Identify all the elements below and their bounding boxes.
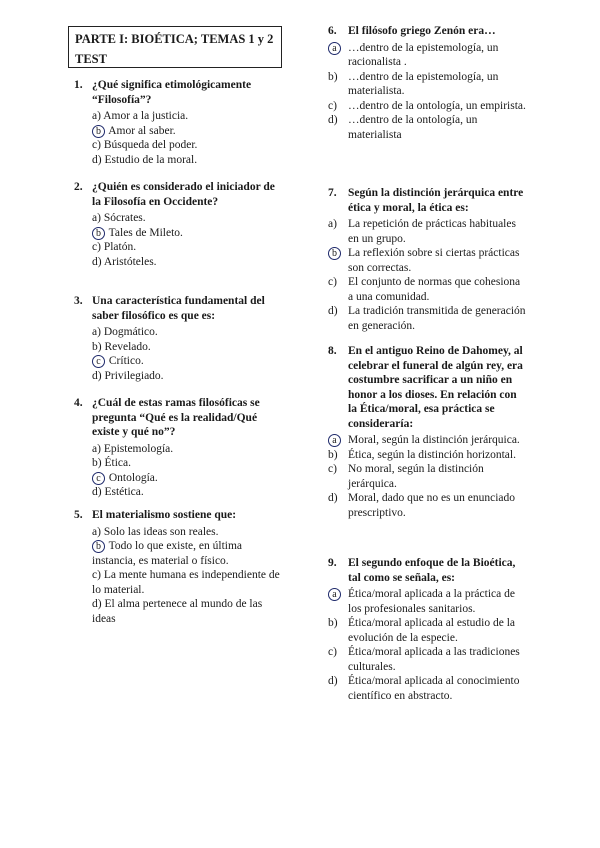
answer-option-b	[328, 70, 528, 99]
answer-text: Ética.	[104, 457, 131, 469]
answer-option-c	[328, 462, 528, 491]
answer-option-d	[92, 597, 282, 626]
question-text: El filósofo griego Zenón era…	[348, 25, 496, 37]
answer-letter: c)	[92, 569, 101, 581]
answer-option-c	[92, 240, 282, 255]
question-number: 9.	[328, 557, 337, 569]
answer-option-b	[328, 246, 528, 275]
circled-answer-letter: b	[328, 247, 341, 260]
question-9	[328, 556, 528, 703]
answer-text: Ética/moral aplicada a la práctica de los profesionales sanitarios.	[348, 588, 515, 615]
circled-answer-letter: b	[92, 125, 105, 138]
question-number: 4.	[74, 397, 83, 409]
answer-text: La repetición de prácticas habituales en un grupo.	[348, 218, 516, 245]
answer-text: Amor al saber.	[108, 124, 176, 137]
answer-text: …dentro de la ontología, un empirista.	[348, 99, 526, 112]
answer-text: …dentro de la epistemología, un racionalista .	[348, 41, 499, 68]
answer-letter: a)	[92, 326, 101, 338]
question-2	[74, 180, 282, 269]
answer-letter: b)	[328, 617, 338, 629]
circled-answer-letter: b	[92, 540, 105, 553]
answer-letter: c)	[328, 276, 337, 288]
answer-text: Moral, dado que no es un enunciado prescriptivo.	[348, 492, 516, 519]
question-number: 8.	[328, 345, 337, 357]
answer-text: …dentro de la ontología, un materialista	[348, 114, 478, 141]
answer-text: Tales de Mileto.	[108, 226, 183, 239]
answer-option-b	[328, 616, 528, 645]
answer-text: Solo las ideas son reales.	[103, 525, 219, 538]
answer-letter: c)	[328, 99, 337, 112]
answer-option-c	[92, 568, 282, 597]
question-text: El materialismo sostiene que:	[92, 509, 237, 521]
question-number: 7.	[328, 187, 337, 199]
answer-text: Aristóteles.	[103, 255, 157, 268]
answer-option-a	[328, 587, 528, 616]
answer-text: Revelado.	[104, 340, 151, 353]
answer-option-a	[328, 41, 528, 70]
answer-option-d	[328, 674, 528, 703]
answer-letter: b)	[92, 457, 102, 469]
question-6	[328, 24, 528, 142]
answer-option-b	[92, 456, 282, 471]
answer-text: …dentro de la epistemología, un materialista.	[348, 70, 499, 97]
answer-text: Moral, según la distinción jerárquica.	[348, 434, 520, 446]
question-number: 1.	[74, 79, 83, 91]
answer-option-a	[92, 442, 282, 457]
answer-option-d	[92, 485, 282, 500]
answer-letter: d)	[328, 492, 338, 504]
answer-option-b	[92, 226, 282, 241]
circled-answer-letter: c	[92, 355, 105, 368]
answer-option-d	[328, 304, 528, 333]
question-number: 3.	[74, 295, 83, 307]
answer-option-d	[92, 255, 282, 270]
question-3	[74, 294, 282, 383]
question-7	[328, 186, 528, 333]
question-number: 5.	[74, 509, 83, 521]
header-subtitle: TEST	[75, 52, 107, 66]
answer-letter: d)	[328, 675, 338, 687]
answer-option-d	[328, 491, 528, 520]
answer-option-c	[328, 645, 528, 674]
answer-letter: b)	[328, 70, 338, 83]
answer-text: El alma pertenece al mundo de las ideas	[92, 598, 263, 625]
test-header	[68, 26, 282, 68]
answer-letter: d)	[328, 305, 338, 317]
question-text: ¿Qué significa etimológicamente “Filosofía”?	[92, 79, 252, 106]
answer-letter: a)	[92, 110, 101, 122]
answer-letter: a)	[92, 525, 101, 538]
answer-letter: c)	[92, 139, 101, 151]
answer-text: Ontología.	[108, 471, 158, 484]
answer-option-a	[92, 211, 282, 226]
answer-text: Epistemología.	[103, 442, 174, 455]
question-text: En el antiguo Reino de Dahomey, al celebrar el funeral de algún rey, era costumbre sacrificar a un niño en honor a los dioses. En relación con la Ética/moral, esa práctica se consideraría:	[348, 345, 523, 430]
answer-option-c	[92, 471, 282, 486]
answer-letter: d)	[92, 369, 102, 382]
answer-text: No moral, según la distinción jerárquica.	[348, 463, 484, 490]
answer-letter: b)	[92, 340, 102, 353]
answer-text: Amor a la justicia.	[103, 110, 189, 122]
question-1	[74, 78, 282, 167]
answer-option-a	[328, 433, 528, 448]
answer-text: Ética/moral aplicada al estudio de la evolución de la especie.	[348, 617, 515, 644]
answer-text: Platón.	[103, 241, 137, 253]
answer-option-d	[92, 153, 282, 168]
question-number: 6.	[328, 25, 337, 37]
answer-text: La reflexión sobre si ciertas prácticas son correctas.	[348, 247, 520, 274]
answer-option-c	[92, 354, 282, 369]
answer-option-b	[92, 340, 282, 355]
answer-option-d	[328, 113, 528, 142]
answer-text: Ética, según la distinción horizontal.	[348, 448, 516, 461]
answer-text: Privilegiado.	[104, 369, 164, 382]
answer-letter: d)	[92, 255, 102, 268]
answer-option-b	[92, 539, 282, 568]
question-text: Una característica fundamental del saber filosófico es que es:	[92, 295, 265, 322]
answer-text: Crítico.	[108, 355, 144, 367]
answer-option-a	[92, 525, 282, 540]
answer-letter: d)	[328, 114, 338, 126]
circled-answer-letter: b	[92, 227, 105, 240]
answer-text: Sócrates.	[103, 212, 146, 224]
question-text: El segundo enfoque de la Bioética, tal como se señala, es:	[348, 557, 516, 584]
circled-answer-letter: c	[92, 472, 105, 485]
answer-text: Ética/moral aplicada a las tradiciones culturales.	[348, 646, 520, 673]
question-5	[74, 508, 282, 626]
answer-letter: b)	[328, 448, 338, 461]
answer-text: Estudio de la moral.	[104, 153, 198, 166]
circled-answer-letter: a	[328, 434, 341, 447]
answer-text: Ética/moral aplicada al conocimiento científico en abstracto.	[348, 675, 520, 702]
answer-option-b	[328, 448, 528, 463]
answer-option-d	[92, 369, 282, 384]
answer-letter: a)	[92, 212, 101, 224]
answer-option-c	[328, 99, 528, 114]
answer-text: Estética.	[104, 486, 144, 498]
header-title: PARTE I: BIOÉTICA; TEMAS 1 y 2	[75, 32, 274, 46]
answer-letter: d)	[92, 598, 102, 610]
answer-option-b	[92, 124, 282, 139]
answer-text: Dogmático.	[103, 326, 158, 338]
answer-text: La mente humana es independiente de lo material.	[92, 569, 280, 596]
question-text: ¿Cuál de estas ramas filosóficas se pregunta “Qué es la realidad/Qué existe y qué no”?	[92, 397, 260, 438]
question-number: 2.	[74, 181, 83, 193]
question-text: ¿Quién es considerado el iniciador de la Filosofía en Occidente?	[92, 181, 275, 208]
question-text: Según la distinción jerárquica entre ética y moral, la ética es:	[348, 187, 524, 214]
answer-letter: d)	[92, 153, 102, 166]
answer-text: La tradición transmitida de generación en generación.	[348, 305, 526, 332]
answer-option-a	[92, 325, 282, 340]
answer-option-c	[328, 275, 528, 304]
answer-text: Todo lo que existe, en última instancia, es material o físico.	[92, 540, 243, 567]
answer-letter: c)	[92, 241, 101, 253]
answer-option-a	[92, 109, 282, 124]
answer-letter: d)	[92, 486, 102, 498]
answer-option-c	[92, 138, 282, 153]
question-8	[328, 344, 528, 520]
answer-text: El conjunto de normas que cohesiona a una comunidad.	[348, 276, 521, 303]
answer-option-a	[328, 217, 528, 246]
question-4	[74, 396, 282, 500]
answer-letter: c)	[328, 463, 337, 475]
circled-answer-letter: a	[328, 588, 341, 601]
circled-answer-letter: a	[328, 42, 341, 55]
answer-letter: a)	[328, 218, 337, 230]
answer-letter: c)	[328, 646, 337, 658]
answer-text: Búsqueda del poder.	[103, 139, 198, 151]
answer-letter: a)	[92, 442, 101, 455]
